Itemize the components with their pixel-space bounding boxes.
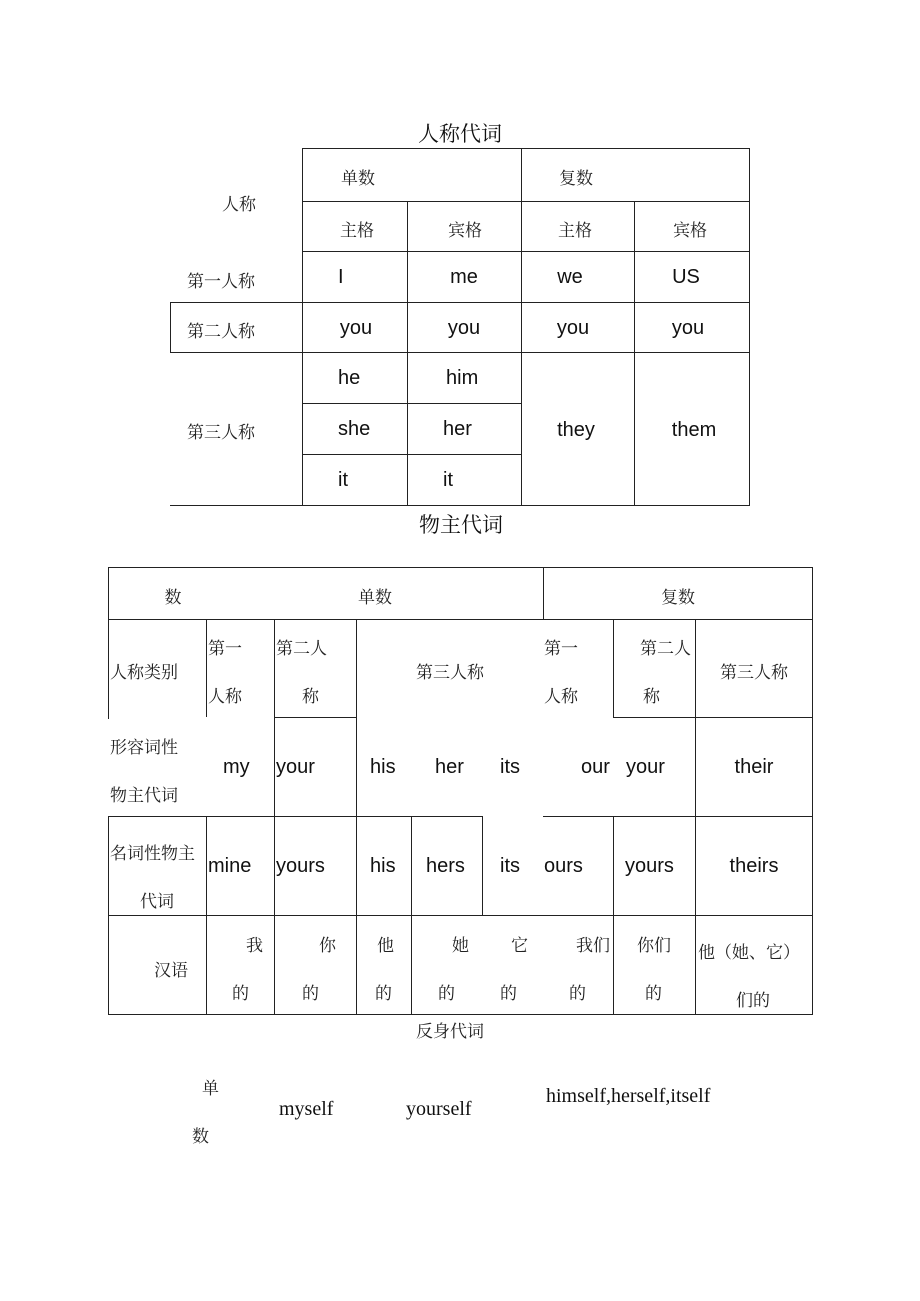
second-person-header: 称 — [643, 687, 660, 707]
pronoun-cell: yours — [276, 855, 325, 877]
plural-header: 复数 — [661, 588, 695, 608]
row-label-second-person: 第二人称 — [187, 322, 255, 342]
pronoun-cell: yours — [625, 855, 674, 877]
subject-case-header: 主格 — [558, 221, 592, 241]
pronoun-cell: him — [446, 367, 479, 389]
chinese-meaning: 的 — [302, 984, 319, 1004]
chinese-meaning: 的 — [569, 984, 586, 1004]
row-label-first-person: 第一人称 — [187, 272, 255, 292]
grid-line — [302, 201, 750, 202]
grid-line — [407, 201, 408, 505]
singular-header: 单数 — [358, 588, 392, 608]
pronoun-cell: ours — [544, 855, 583, 877]
chinese-label: 汉语 — [154, 961, 188, 981]
object-case-header: 宾格 — [448, 221, 482, 241]
pronoun-cell: hers — [426, 855, 465, 877]
chinese-meaning: 它 — [511, 936, 528, 956]
third-person-header: 第三人称 — [416, 663, 484, 683]
chinese-meaning: 我们 — [576, 936, 610, 956]
grid-line — [170, 352, 750, 353]
grid-line — [302, 454, 521, 455]
first-person-header: 第一 — [544, 639, 578, 659]
pronoun-cell: your — [626, 756, 665, 778]
reflexive-singular-label: 数 — [192, 1127, 209, 1147]
grid-line — [521, 148, 522, 505]
chinese-meaning: 的 — [375, 984, 392, 1004]
pronoun-cell: their — [734, 756, 774, 778]
grid-line — [108, 567, 109, 719]
pronoun-cell: its — [500, 756, 520, 778]
pronoun-cell: you — [339, 317, 373, 339]
chinese-meaning: 的 — [232, 984, 249, 1004]
grid-line — [357, 816, 483, 817]
noun-possessive-label: 代词 — [140, 892, 174, 912]
second-person-header: 第二人 — [276, 639, 327, 659]
chinese-meaning: 你 — [319, 936, 336, 956]
grid-line — [482, 816, 483, 915]
grid-line — [302, 148, 750, 149]
grid-line — [411, 816, 412, 1015]
grid-line — [108, 816, 357, 817]
grid-line — [543, 816, 813, 817]
pronoun-cell: her — [443, 418, 472, 440]
grid-line — [356, 619, 357, 1015]
pronoun-cell: mine — [208, 855, 252, 877]
grid-line — [302, 403, 521, 404]
grid-line — [170, 302, 171, 353]
possessive-pronouns-title: 物主代词 — [419, 513, 503, 537]
pronoun-cell: you — [671, 317, 705, 339]
adjective-possessive-label: 物主代词 — [110, 786, 178, 806]
pronoun-cell: he — [338, 367, 361, 389]
pronoun-cell: she — [338, 418, 371, 440]
pronoun-cell: his — [370, 855, 396, 877]
chinese-meaning: 们的 — [736, 991, 770, 1011]
person-header: 人称 — [222, 195, 256, 215]
grid-line — [170, 505, 750, 506]
pronoun-cell: it — [338, 469, 348, 491]
row-label-third-person: 第三人称 — [187, 423, 255, 443]
grid-line — [634, 201, 635, 505]
grid-line — [695, 619, 696, 1015]
grid-line — [543, 567, 544, 619]
chinese-meaning: 他（她、它） — [698, 943, 800, 963]
grid-line — [613, 717, 813, 718]
pronoun-cell: your — [276, 756, 315, 778]
pronoun-cell: theirs — [729, 855, 779, 877]
reflexive-pronoun: myself — [279, 1098, 334, 1120]
pronoun-cell: I — [338, 266, 344, 288]
chinese-meaning: 她 — [452, 936, 469, 956]
grid-line — [749, 148, 750, 505]
grid-line — [108, 816, 109, 1015]
grid-line — [206, 619, 207, 717]
pronoun-cell: they — [557, 419, 595, 441]
chinese-meaning: 的 — [438, 984, 455, 1004]
object-case-header: 宾格 — [673, 221, 707, 241]
plural-header: 复数 — [559, 169, 593, 189]
second-person-header: 第二人 — [640, 639, 691, 659]
chinese-meaning: 的 — [500, 984, 517, 1004]
grid-line — [108, 1014, 813, 1015]
grid-line — [170, 302, 750, 303]
grid-line — [108, 619, 813, 620]
grid-line — [274, 619, 275, 1015]
chinese-meaning: 我 — [246, 936, 263, 956]
pronoun-cell: her — [435, 756, 464, 778]
number-header: 数 — [164, 588, 182, 608]
grid-line — [274, 717, 357, 718]
grid-line — [812, 567, 813, 1015]
chinese-meaning: 的 — [645, 984, 662, 1004]
grid-line — [302, 251, 750, 252]
category-label: 人称类别 — [110, 663, 178, 683]
reflexive-pronoun: himself,herself,itself — [546, 1085, 711, 1107]
pronoun-cell: you — [447, 317, 481, 339]
pronoun-cell: US — [672, 266, 700, 288]
pronoun-cell: it — [443, 469, 453, 491]
first-person-header: 人称 — [544, 687, 578, 707]
reflexive-pronoun: yourself — [406, 1098, 472, 1120]
chinese-meaning: 他 — [377, 936, 394, 956]
pronoun-cell: its — [500, 855, 520, 877]
second-person-header: 称 — [302, 687, 319, 707]
subject-case-header: 主格 — [340, 221, 374, 241]
pronoun-cell: we — [557, 266, 583, 288]
singular-header: 单数 — [341, 169, 375, 189]
noun-possessive-label: 名词性物主 — [110, 844, 195, 864]
grid-line — [613, 816, 614, 1015]
pronoun-cell: our — [581, 756, 610, 778]
reflexive-singular-label: 单 — [202, 1079, 219, 1099]
pronoun-cell: them — [671, 419, 717, 441]
reflexive-pronouns-title: 反身代词 — [416, 1022, 484, 1042]
pronoun-cell: my — [223, 756, 250, 778]
first-person-header: 人称 — [208, 687, 242, 707]
grid-line — [302, 148, 303, 505]
adjective-possessive-label: 形容词性 — [110, 738, 178, 758]
pronoun-cell: his — [370, 756, 396, 778]
first-person-header: 第一 — [208, 639, 242, 659]
grid-line — [108, 567, 813, 568]
grid-line — [108, 915, 813, 916]
pronoun-cell: me — [450, 266, 478, 288]
personal-pronouns-title: 人称代词 — [418, 122, 502, 146]
grid-line — [206, 816, 207, 1015]
third-person-header: 第三人称 — [720, 663, 788, 683]
chinese-meaning: 你们 — [637, 936, 671, 956]
grid-line — [613, 619, 614, 717]
pronoun-cell: you — [556, 317, 590, 339]
